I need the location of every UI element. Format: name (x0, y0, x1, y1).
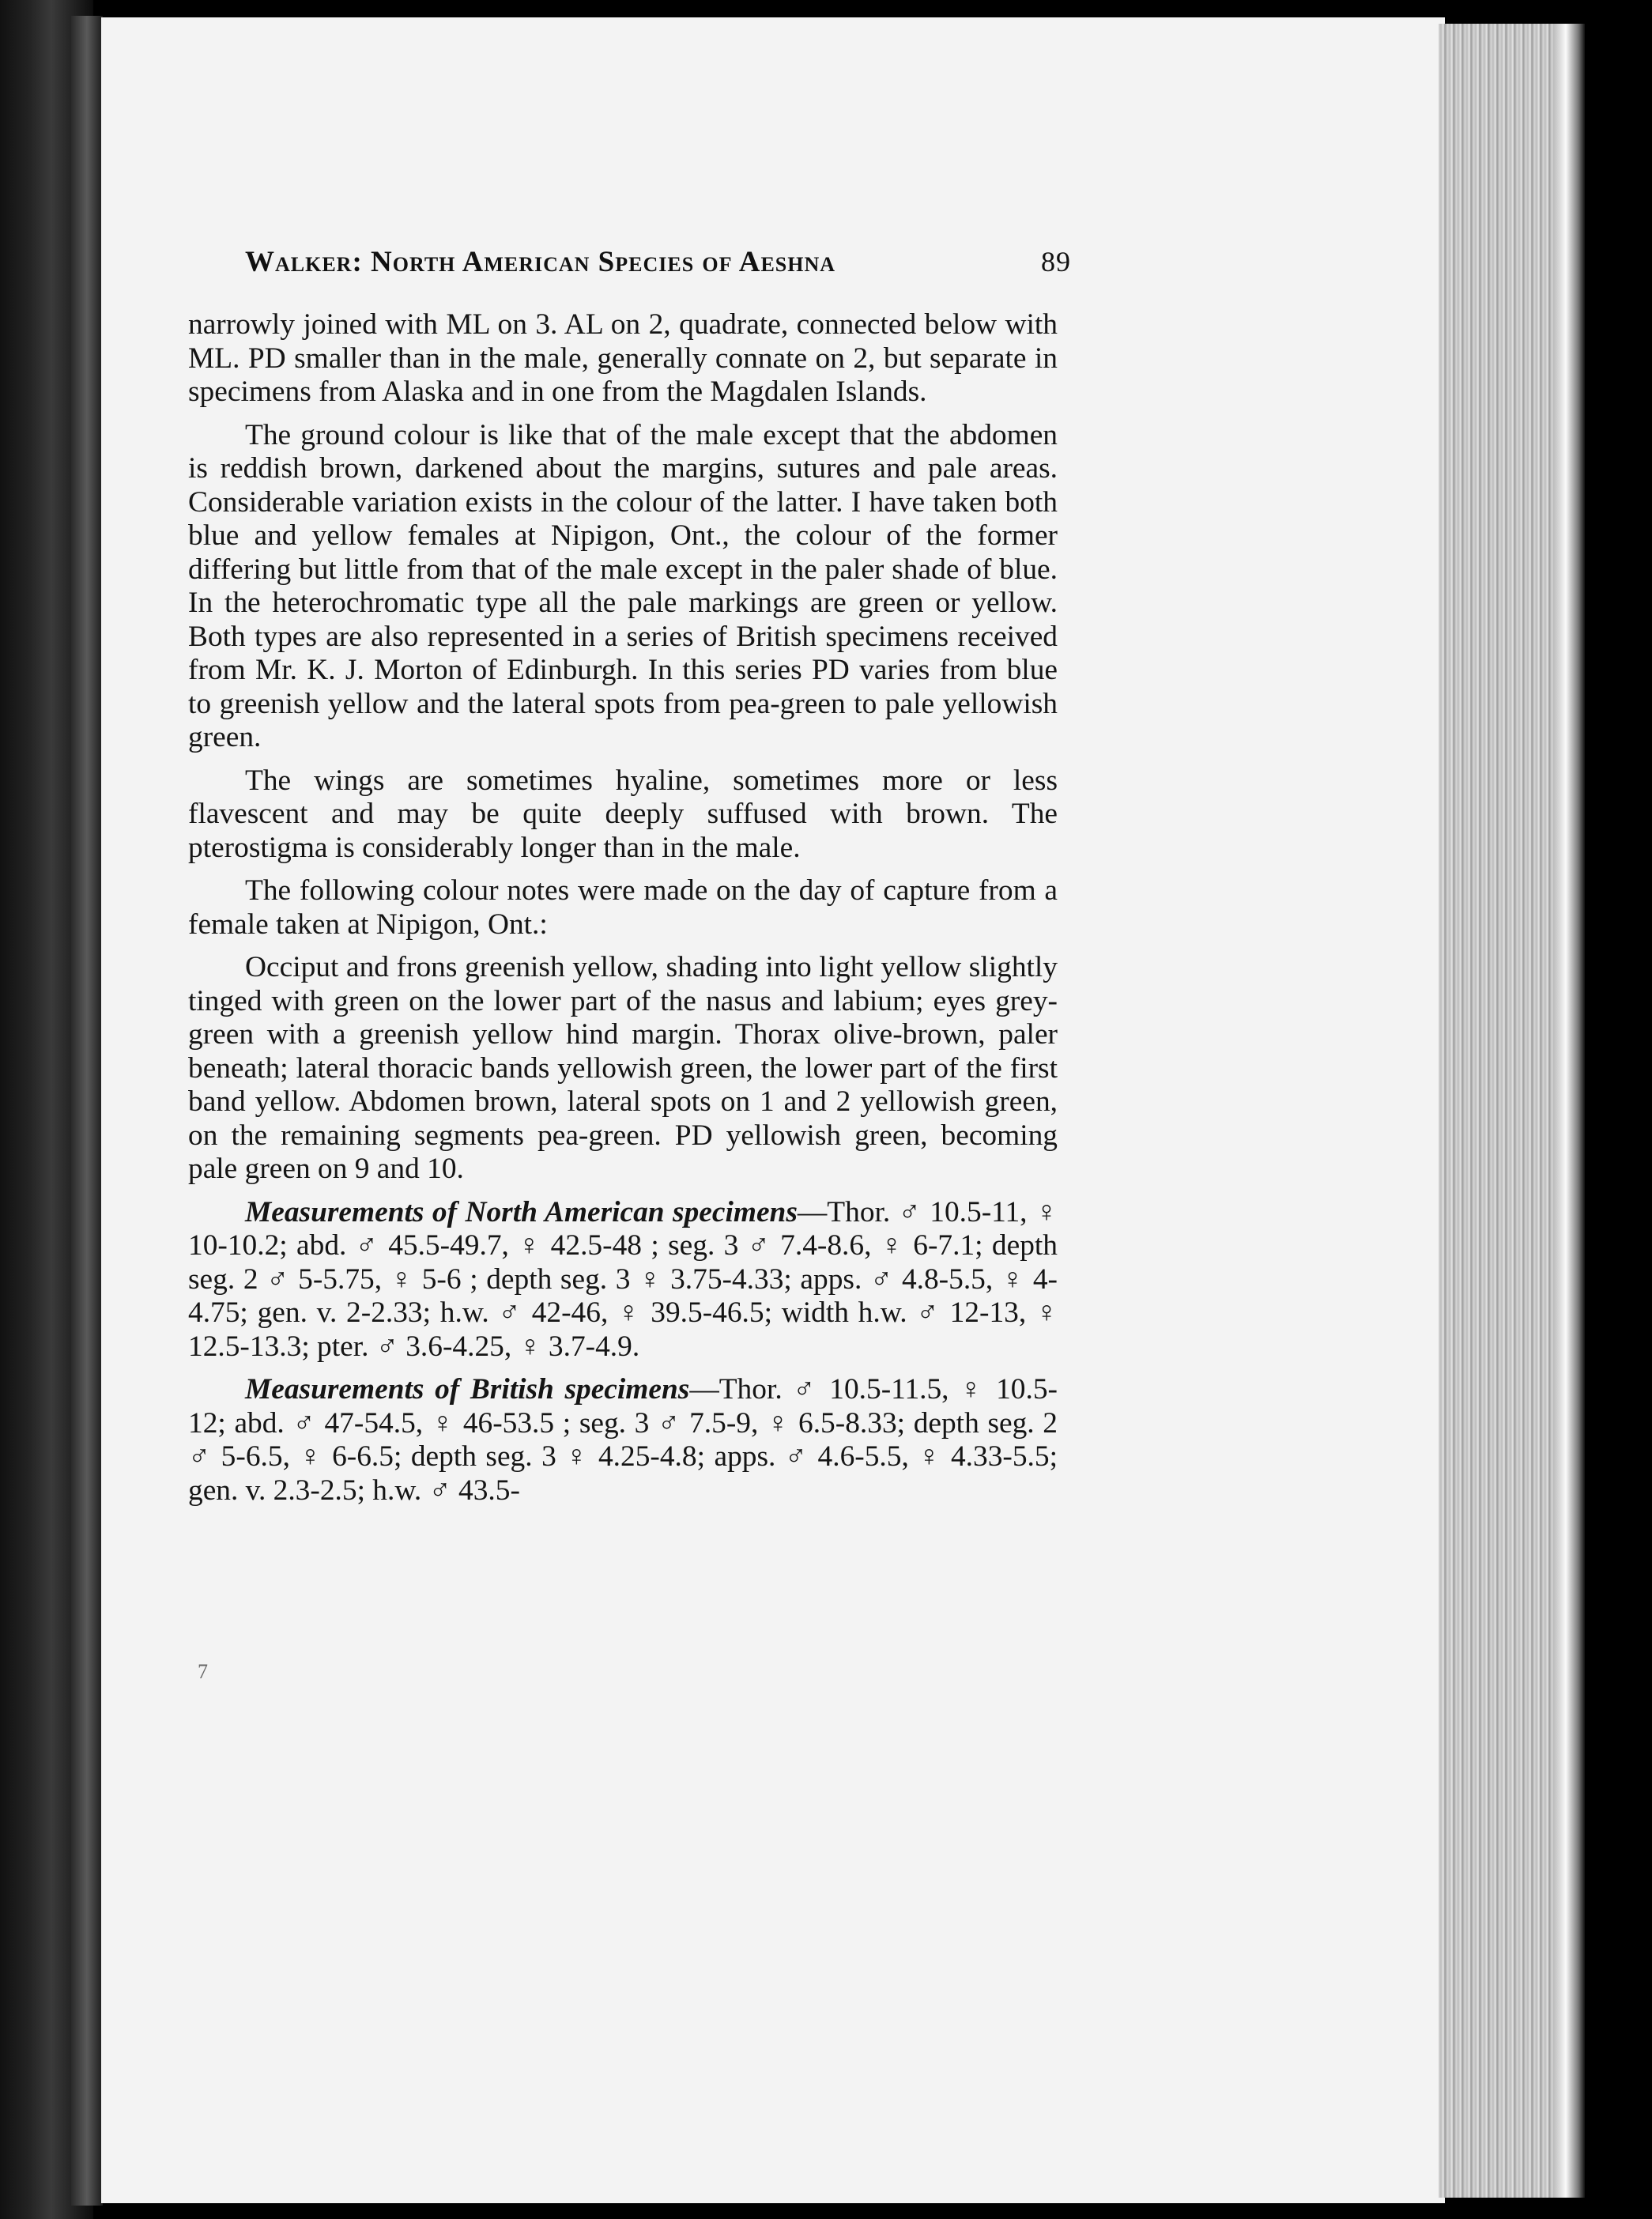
paragraph-colour-notes-intro: The following colour notes were made on the day of capture from a female taken at Nipigon, Ont.: (188, 874, 1058, 941)
paragraph-wings: The wings are sometimes hyaline, sometimes more or less flavescent and may be quite deeply suffused with brown. The pterostigma is considerably longer than in the male. (188, 764, 1058, 864)
measurements-na-text: —Thor. ♂ 10.5-11, ♀ 10-10.2; abd. ♂ 45.5-49.7, ♀ 42.5-48 ; seg. 3 ♂ 7.4-8.6, ♀ 6-7.1; depth seg. 2 ♂ 5-5.75, ♀ 5-6 ; depth seg. 3 ♀ 3.75-4.33; apps. ♂ 4.8-5.5, ♀ 4-4.75; gen. v. 2-2.33; h.w. ♂ 42-46, ♀ 39.5-46.5; width h.w. ♂ 12-13, ♀ 12.5-13.3; pter. ♂ 3.6-4.25, ♀ 3.7-4.9. (188, 1195, 1058, 1363)
paragraph-measurements-north-american (188, 1196, 1058, 1364)
page-body (188, 308, 1058, 1517)
page-number: 89 (1041, 246, 1071, 277)
paragraph-ground-colour: The ground colour is like that of the male except that the abdomen is reddish brown, darkened about the margins, sutures and pale areas. Considerable variation exists in the colour of the latter. I have taken both blue and yellow females at Nipigon, Ont., the colour of the former differing but little from that of the male except in the paler shade of blue. In the heterochromatic type all the pale markings are green or yellow. Both types are also represented in a series of British specimens received from Mr. K. J. Morton of Edinburgh. In this series PD varies from blue to greenish yellow and the lateral spots from pea-green to pale yellowish green. (188, 418, 1058, 753)
page-stack-shadow (1553, 24, 1585, 2198)
running-title: Walker: North American Species of Aeshna (245, 246, 836, 278)
running-header (245, 245, 1071, 283)
paragraph-measurements-british (188, 1373, 1058, 1508)
paragraph-continuation: narrowly joined with ML on 3. AL on 2, quadrate, connected below with ML. PD smaller than in the male, generally connate on 2, but separate in specimens from Alaska and in one from the Magdalen Islands. (188, 308, 1058, 408)
signature-mark: 7 (198, 1660, 208, 1683)
page-stack-edges (1439, 24, 1557, 2198)
measurements-br-heading: Measurements of British specimens (245, 1373, 690, 1406)
left-page-edge (71, 16, 103, 2206)
paragraph-colour-notes: Occiput and frons greenish yellow, shading into light yellow slightly tinged with green on the lower part of the nasus and labium; eyes grey-green with a greenish yellow hind margin. Thorax olive-brown, paler beneath; lateral thoracic bands yellowish green, the lower part of the first band yellow. Abdomen brown, lateral spots on 1 and 2 yellowish green, on the remaining segments pea-green. PD yellowish green, becoming pale green on 9 and 10. (188, 951, 1058, 1185)
measurements-na-heading: Measurements of North American specimens (245, 1195, 798, 1228)
measurements-br-text: —Thor. ♂ 10.5-11.5, ♀ 10.5-12; abd. ♂ 47-54.5, ♀ 46-53.5 ; seg. 3 ♂ 7.5-9, ♀ 6.5-8.33; depth seg. 2 ♂ 5-6.5, ♀ 6-6.5; depth seg. 3 ♀ 4.25-4.8; apps. ♂ 4.6-5.5, ♀ 4.33-5.5; gen. v. 2.3-2.5; h.w. ♂ 43.5- (188, 1373, 1058, 1507)
